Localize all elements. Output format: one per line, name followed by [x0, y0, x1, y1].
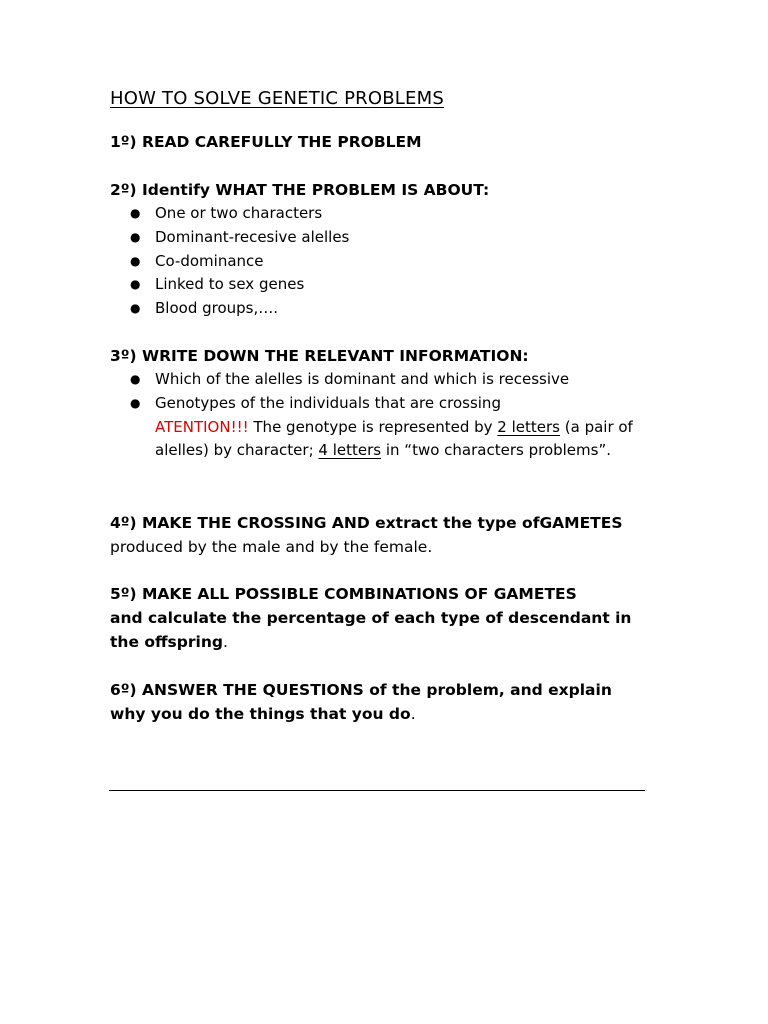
bullet-icon: ●	[130, 206, 141, 220]
step-3-heading: 3º) WRITE DOWN THE RELEVANT INFORMATION:	[110, 347, 529, 365]
list-item	[130, 368, 650, 392]
list-item	[130, 273, 650, 297]
step-3-list	[130, 368, 650, 463]
step-6-text: of the problem, and explain why you do the things that you do	[110, 681, 612, 723]
list-item-text: Which of the alelles is dominant and which is recessive	[155, 370, 570, 388]
page-title: HOW TO SOLVE GENETIC PROBLEMS	[110, 88, 444, 109]
step-4-text: produced by the male and by the female.	[110, 538, 433, 556]
bullet-icon: ●	[130, 301, 141, 316]
two-letters-text: 2 letters	[497, 417, 560, 436]
list-item	[130, 226, 650, 250]
list-item	[130, 202, 650, 226]
list-item-text: Co-dominance	[155, 251, 264, 270]
list-item-text: Dominant-recesive alelles	[155, 227, 350, 246]
bullet-icon: ●	[130, 277, 141, 292]
list-item	[130, 297, 650, 321]
bullet-icon: ●	[130, 253, 141, 268]
attention-label: ATENTION!!!	[155, 417, 249, 436]
step-4-heading-a: 4º) MAKE THE CROSSING AND	[110, 514, 370, 532]
step-6-heading: 6º) ANSWER THE QUESTIONS	[110, 681, 364, 699]
step-2-heading-a: 2º) Identify	[110, 181, 210, 199]
list-item	[130, 392, 650, 463]
step-4	[110, 511, 630, 559]
step-5-heading: 5º) MAKE ALL POSSIBLE COMBINATIONS OF GAMETES	[110, 585, 577, 603]
step-4-heading-c: GAMETES	[539, 514, 623, 532]
step-1-heading: 1º) READ CAREFULLY THE PROBLEM	[110, 133, 422, 151]
step-2-heading-b: WHAT THE PROBLEM IS ABOUT:	[210, 181, 490, 199]
genotype-text-b: (a pair of alelles) by character;	[155, 417, 633, 460]
list-item-text: Genotypes of the individuals that are crossing	[155, 393, 501, 412]
step-6-end: .	[410, 705, 416, 723]
step-6	[110, 678, 650, 726]
list-item-text: Blood groups,….	[155, 299, 279, 318]
step-5	[110, 582, 650, 654]
step-4-heading-b: extract the type of	[369, 514, 540, 532]
bullet-icon: ●	[130, 372, 141, 386]
bullet-icon: ●	[130, 229, 141, 244]
step-5-text: and calculate the percentage of each type of descendant in the offspring	[110, 609, 632, 651]
four-letters-text: 4 letters	[318, 441, 382, 460]
step-3	[110, 344, 650, 368]
bullet-icon: ●	[130, 395, 141, 410]
genotype-text-a: The genotype is represented by	[248, 417, 498, 436]
step-2	[110, 178, 650, 202]
step-5-end: .	[222, 633, 228, 651]
divider-line	[109, 790, 645, 791]
step-1	[110, 130, 650, 154]
step-2-list	[130, 202, 650, 321]
list-item	[130, 250, 650, 274]
list-item-text: Linked to sex genes	[155, 275, 305, 294]
genotype-text-c: in “two characters problems”.	[381, 441, 612, 460]
list-item-text: One or two characters	[155, 204, 323, 222]
